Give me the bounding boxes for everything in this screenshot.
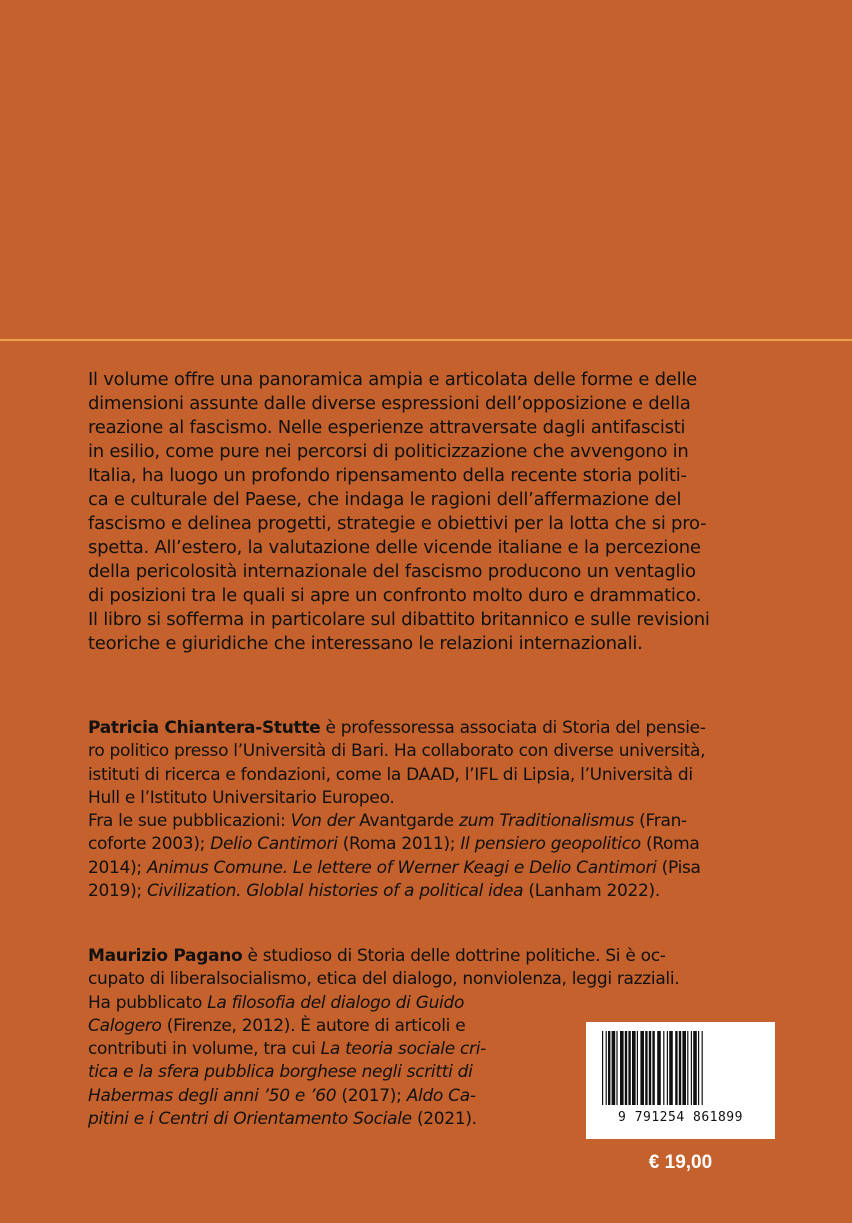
barcode-bar (616, 1031, 617, 1105)
barcode-bar (649, 1031, 651, 1105)
isbn-digits: 9 791254 861899 (618, 1110, 743, 1125)
barcode-bar (612, 1031, 616, 1105)
barcode-bar (667, 1031, 668, 1105)
barcode-bar (679, 1031, 681, 1105)
barcode-bar (628, 1031, 630, 1105)
barcode-bar (640, 1031, 644, 1105)
barcode-bar (625, 1031, 627, 1105)
barcode-bar (602, 1031, 603, 1105)
barcode-bar (693, 1031, 697, 1105)
isbn-barcode (586, 1022, 775, 1139)
barcode-bar (657, 1031, 661, 1105)
barcode-bar (682, 1031, 686, 1105)
barcode-bars (596, 1031, 765, 1109)
author-name: Maurizio Pagano (88, 946, 243, 966)
author-bio-pagano: Maurizio Pagano è studioso di Storia delle dottrine politiche. Si è oc- cupato di liberalsocialismo, etica del dialogo, nonviolenza, leggi razziali. Ha pubblicato La filosofia del dialogo di Guido Calogero (Firenze, 2012). È autore di articoli e contributi in volume, tra cui La teoria sociale cri- tica e la sfera pubblica borghese negli scritti di Habermas degli anni ’50 e ’60 (2017); Aldo Ca- pitini e i Centri di Orientamento Sociale (2021). (88, 945, 764, 1131)
author-name: Patricia Chiantera-Stutte (88, 718, 321, 738)
divider-rule (0, 339, 852, 341)
barcode-bar (663, 1031, 664, 1105)
price-label: € 19,00 (648, 1152, 713, 1173)
barcode-bar (702, 1031, 703, 1105)
barcode-bar (637, 1031, 638, 1105)
back-cover-blurb: Il volume offre una panoramica ampia e articolata delle forme e delle dimensioni assunte dalle diverse espressioni dell’opposizione e della reazione al fascismo. Nelle esperienze attraversate dagli antifascisti in esilio, come pure nei percorsi di politicizzazione che avvengono in Italia, ha luogo un profondo ripensamento della recente storia politi- ca e culturale del Paese, che indaga le ragioni dell’affermazione del fascismo e delinea progetti, strategie e obiettivi per la lotta che si pro- spetta. All’estero, la valutazione delle vicende italiane e la percezione della pericolosità internazionale del fascismo producono un ventaglio di posizioni tra le quali si apre un confronto molto duro e drammatico. Il libro si sofferma in particolare sul dibattito britannico e sulle revisioni teoriche e giuridiche che interessano le relazioni internazionali. (88, 369, 710, 654)
barcode-bar (620, 1031, 624, 1105)
bio-narrow-block: Ha pubblicato La filosofia del dialogo di Guido Calogero (Firenze, 2012). È autore di articoli e contributi in volume, tra cui La teoria sociale cri- tica e la sfera pubblica borghese negli scritti di Habermas degli anni ’50 e ’60 (2017); Aldo Ca- pitini e i Centri di Orientamento Sociale (2021). (88, 992, 486, 1130)
barcode-bar (652, 1031, 654, 1105)
barcode-bar (608, 1031, 610, 1105)
barcode-bar (645, 1031, 647, 1105)
barcode-bar (632, 1031, 636, 1105)
barcode-bar (675, 1031, 677, 1105)
barcode-bar (669, 1031, 673, 1105)
author-bio-chiantera: Patricia Chiantera-Stutte è professoressa associata di Storia del pensie- ro politico presso l’Università di Bari. Ha collaborato con diverse università, istituti di ricerca e fondazioni, come la DAAD, l’IFL di Lipsia, l’Università di Hull e l’Istituto Universitario Europeo. Fra le sue pubblicazioni: Von der Avantgarde zum Traditionalismus (Fran- coforte 2003); Delio Cantimori (Roma 2011); Il pensiero geopolitico (Roma 2014); Animus Comune. Le lettere of Werner Keagi e Delio Cantimori (Pisa 2019); Civilization. Globlal histories of a political idea (Lanham 2022). (88, 718, 706, 902)
barcode-bar (698, 1031, 699, 1105)
barcode-bar (687, 1031, 688, 1105)
barcode-bar (691, 1031, 692, 1105)
barcode-bar (606, 1031, 607, 1105)
